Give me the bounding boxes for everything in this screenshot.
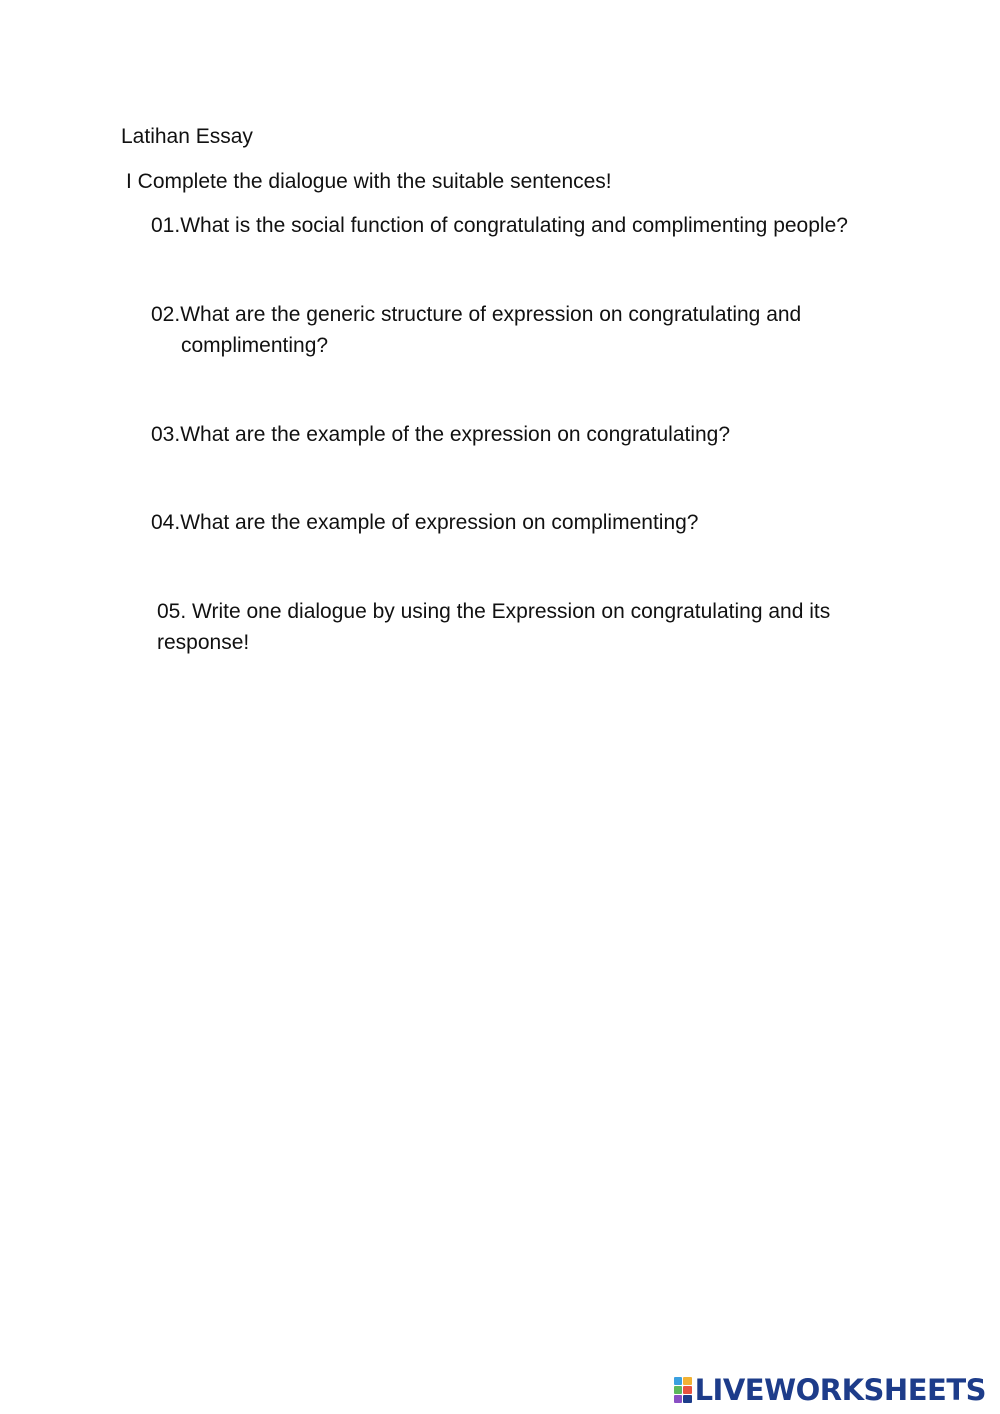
question-3 [151,419,730,450]
question-text: What are the example of the expression on congratulating? [180,423,731,446]
question-text: What is the social function of congratulating and complimenting people? [180,214,848,237]
question-text: Write one dialogue by using the Expression on congratulating and its [192,600,831,623]
question-number: 02. [151,303,181,326]
question-text-continuation: complimenting? [181,334,329,357]
worksheet-title: Latihan Essay [121,125,253,148]
liveworksheets-logo-icon [674,1377,692,1403]
question-text: What are the example of expression on complimenting? [180,511,699,534]
question-1 [151,210,848,241]
logo-text: LIVEWORKSHEETS [694,1373,986,1407]
liveworksheets-logo [674,1374,986,1406]
question-text-continuation: response! [157,631,250,654]
question-number: 01. [151,214,181,237]
worksheet-instruction: I Complete the dialogue with the suitable sentences! [126,170,612,193]
question-number: 05. [157,600,193,623]
question-4 [151,507,698,538]
question-5 [157,596,830,658]
question-2 [151,299,801,361]
question-number: 03. [151,423,181,446]
question-number: 04. [151,511,181,534]
question-text: What are the generic structure of expression on congratulating and [180,303,802,326]
